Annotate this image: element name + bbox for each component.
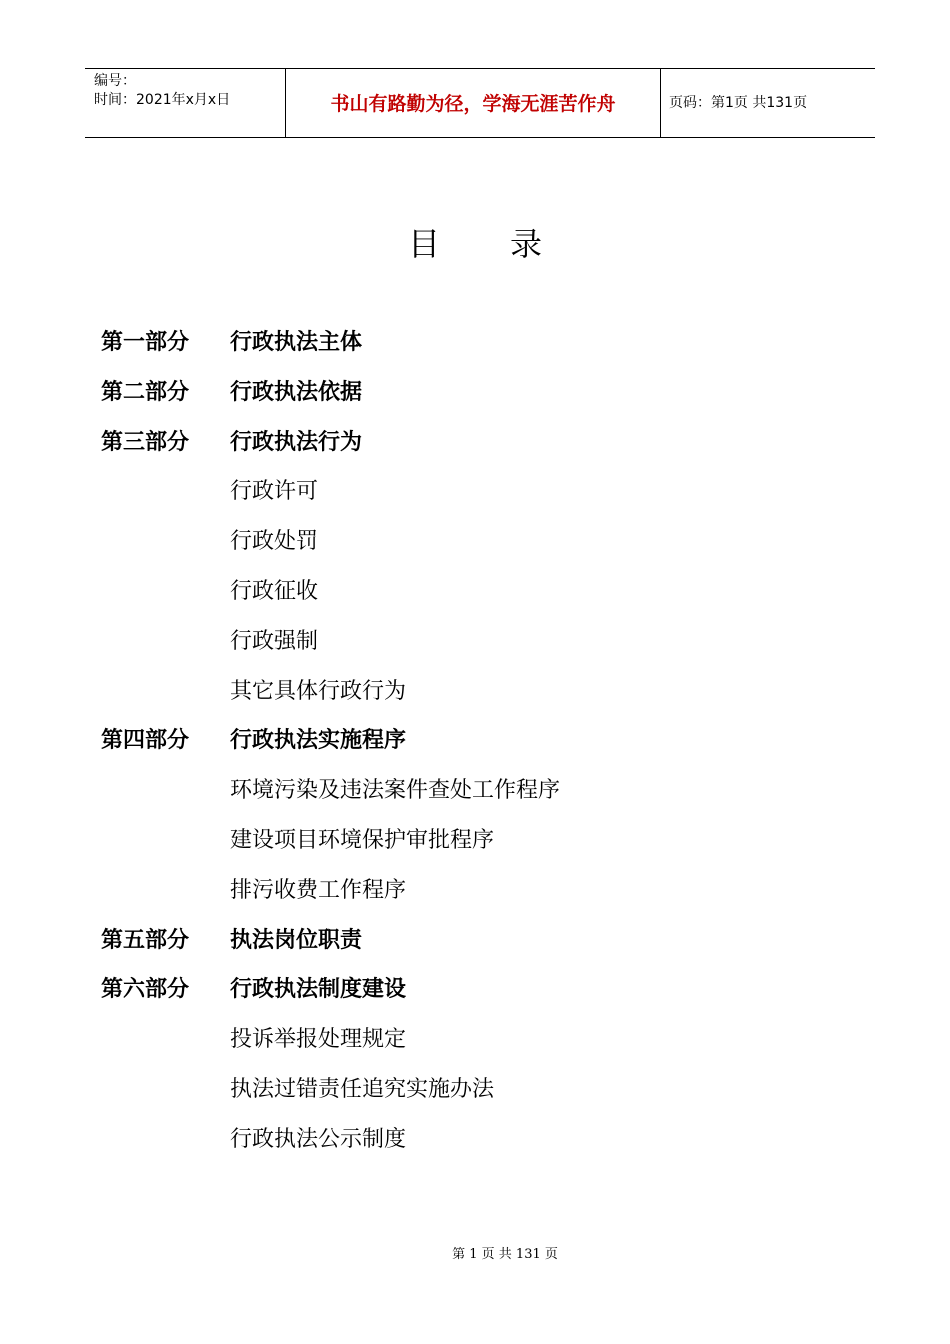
toc-entry [0, 319, 950, 369]
toc-entry [0, 767, 950, 817]
page-title: 目录 [407, 225, 612, 263]
toc-entry-title: 行政征收 [230, 578, 319, 604]
toc-entry [0, 817, 950, 867]
table-of-contents [0, 319, 950, 1166]
toc-entry-title: 行政强制 [230, 628, 319, 654]
toc-entry [0, 369, 950, 419]
toc-entry [0, 917, 950, 967]
toc-part-label: 第五部分 [101, 927, 190, 953]
document-header [85, 68, 875, 138]
toc-entry-title: 行政执法实施程序 [230, 728, 407, 754]
toc-entry [0, 966, 950, 1016]
toc-part-label: 第三部分 [101, 429, 190, 455]
toc-entry [0, 1066, 950, 1116]
toc-entry-title: 行政执法主体 [230, 330, 363, 355]
toc-entry-title: 排污收费工作程序 [230, 877, 407, 903]
toc-entry-title: 执法过错责任追究实施办法 [230, 1076, 495, 1102]
toc-entry-title: 其它具体行政行为 [230, 678, 407, 704]
toc-part-label: 第一部分 [101, 330, 190, 355]
page-footer: 第 1 页 共 131 页 [452, 1247, 558, 1262]
header-page-info: 页码：第1页 共131页 [669, 95, 808, 111]
toc-entry [0, 419, 950, 469]
toc-entry [0, 867, 950, 917]
toc-entry-title: 行政执法制度建设 [230, 977, 407, 1003]
toc-entry-title: 行政执法公示制度 [230, 1126, 407, 1152]
toc-part-label: 第四部分 [101, 728, 190, 754]
toc-entry [0, 668, 950, 718]
toc-entry-title: 行政许可 [230, 479, 319, 505]
header-meta-cell [85, 69, 285, 137]
toc-entry-title: 行政执法行为 [230, 429, 363, 455]
header-page-cell [660, 69, 875, 137]
toc-entry [0, 717, 950, 767]
toc-entry-title: 投诉举报处理规定 [230, 1027, 407, 1053]
toc-part-label: 第二部分 [101, 379, 190, 405]
toc-entry [0, 1016, 950, 1066]
document-number-label: 编号： [94, 73, 136, 89]
toc-entry [0, 568, 950, 618]
toc-entry-title: 建设项目环境保护审批程序 [230, 827, 495, 853]
document-time-label: 时间：2021年x月x日 [94, 92, 231, 108]
toc-entry-title: 执法岗位职责 [230, 927, 363, 953]
toc-entry-title: 环境污染及违法案件查处工作程序 [230, 778, 561, 804]
header-motto-cell [285, 69, 661, 137]
toc-entry [0, 518, 950, 568]
toc-entry [0, 468, 950, 518]
toc-entry [0, 618, 950, 668]
header-motto: 书山有路勤为径，学海无涯苦作舟 [330, 93, 616, 115]
toc-entry-title: 行政执法依据 [230, 379, 363, 405]
toc-entry-title: 行政处罚 [230, 529, 319, 555]
toc-part-label: 第六部分 [101, 977, 190, 1003]
toc-entry [0, 1116, 950, 1166]
